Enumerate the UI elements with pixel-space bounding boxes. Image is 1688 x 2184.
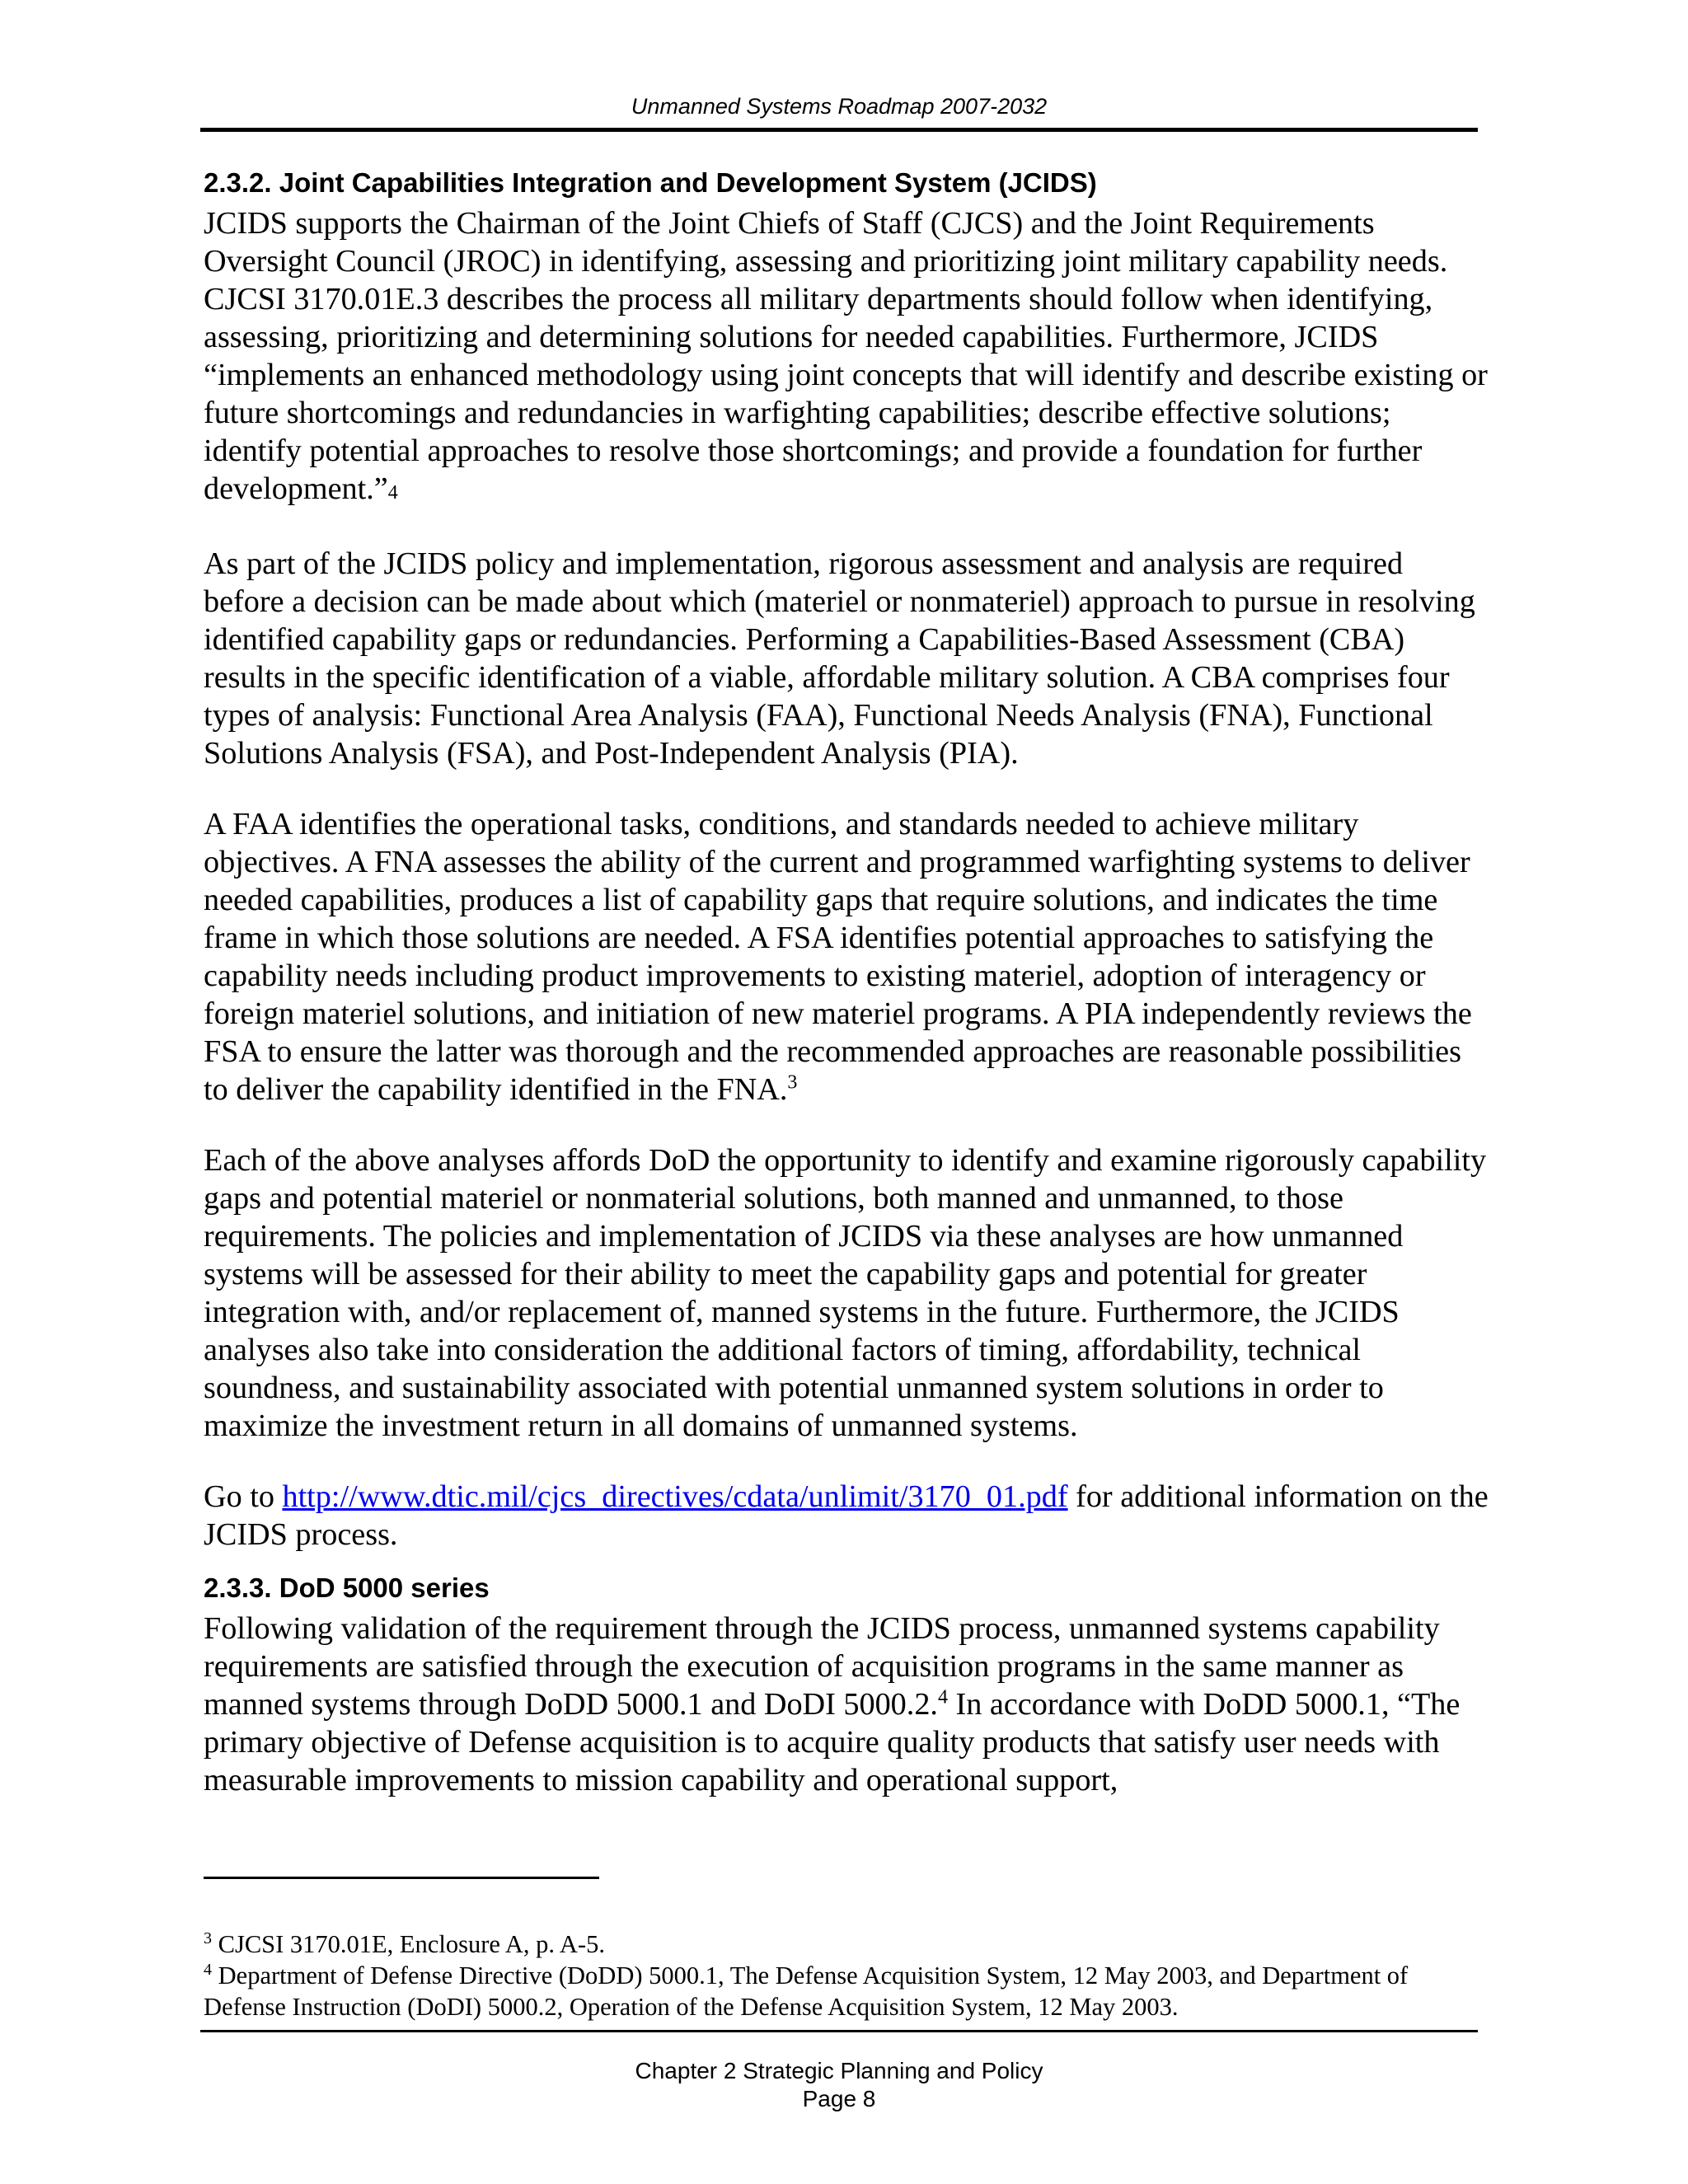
footer-rule xyxy=(200,2030,1478,2032)
footnote-3 xyxy=(204,1929,1489,1960)
paragraph-more-info xyxy=(204,1478,1489,1554)
footnote-ref[interactable]: 3 xyxy=(787,1071,798,1094)
page-body xyxy=(204,165,1489,1832)
page-number: Page 8 xyxy=(802,2086,876,2111)
paragraph-text: A FAA identifies the operational tasks, conditions, and standards needed to achieve military objectives. A FNA assesses the ability of the current and programmed warfighting systems to deliver needed capabilities, produces a list of capability gaps that require solutions, and indicates the time frame in which those solutions are needed. A FSA identifies potential approaches to satisfying the capability needs including product improvements to existing materiel, adoption of interagency or foreign materiel solutions, and initiation of new materiel programs. A PIA independently reviews the FSA to ensure the latter was thorough and the recommended approaches are reasonable possibilities to deliver the capability identified in the FNA. xyxy=(204,807,1472,1107)
paragraph-text: In accordance with DoDD 5000.1, “The primary objective of Defense acquisition is to acquire quality products that satisfy user needs with measurable improvements to mission capability and operational support, xyxy=(204,1687,1461,1797)
header-rule xyxy=(200,128,1478,132)
footnote-ref[interactable]: 4 xyxy=(387,482,398,504)
paragraph-cba: As part of the JCIDS policy and implementation, rigorous assessment and analysis are required before a decision can be made about which (materiel or nonmateriel) approach to pursue in resolving identified capability gaps or redundancies. Performing a Capabilities-Based Assessment (CBA) results in the specific identification of a viable, affordable military solution. A CBA comprises four types of analysis: Functional Area Analysis (FAA), Functional Needs Analysis (FNA), Functional Solutions Analysis (FSA), and Post-Independent Analysis (PIA). xyxy=(204,546,1475,771)
footnote-separator xyxy=(204,1877,599,1879)
paragraph-text: Go to xyxy=(204,1479,283,1514)
paragraph-dod-5000 xyxy=(204,1610,1489,1799)
running-header: Unmanned Systems Roadmap 2007-2032 xyxy=(631,94,1048,119)
footnotes xyxy=(204,1929,1489,2022)
paragraph-jcids-intro xyxy=(204,204,1489,512)
paragraph-text: Following validation of the requirement through the JCIDS process, unmanned systems capability requirements are satisfied through the execution of acquisition programs in the same manner as manned systems through DoDD 5000.1 and DoDI 5000.2. xyxy=(204,1611,1440,1722)
footnote-number: 4 xyxy=(204,1960,212,1979)
section-heading-2-3-3: 2.3.3. DoD 5000 series xyxy=(204,1572,490,1603)
section-heading-2-3-2: 2.3.2. Joint Capabilities Integration and Development System (JCIDS) xyxy=(204,167,1097,198)
footnote-number: 3 xyxy=(204,1929,212,1947)
cjcs-directive-link[interactable]: http://www.dtic.mil/cjcs_directives/cdata/unlimit/3170_01.pdf xyxy=(282,1479,1068,1514)
footnote-text: CJCSI 3170.01E, Enclosure A, p. A-5. xyxy=(212,1930,605,1958)
paragraph-text: JCIDS supports the Chairman of the Joint Chiefs of Staff (CJCS) and the Joint Requirements Oversight Council (JROC) in identifying, assessing and prioritizing joint military capability needs. CJCSI 3170.01E.3 describes the process all military departments should follow when identifying, assessing, prioritizing and determining solutions for needed capabilities. Furthermore, JCIDS “implements an enhanced methodology using joint concepts that will identify and describe existing or future shortcomings and redundancies in warfighting capabilities; describe effective solutions; identify potential approaches to resolve those shortcomings; and provide a foundation for further development.” xyxy=(204,206,1488,506)
footnote-text: Department of Defense Directive (DoDD) 5000.1, The Defense Acquisition System, 12 May 2003, and Department of Defense Instruction (DoDI) 5000.2, Operation of the Defense Acquisition System, 12 May 2003. xyxy=(204,1961,1409,2021)
paragraph-analyses xyxy=(204,805,1489,1108)
footnote-ref[interactable]: 4 xyxy=(937,1686,948,1708)
chapter-title: Chapter 2 Strategic Planning and Policy xyxy=(635,2058,1043,2083)
footnote-4 xyxy=(204,1960,1489,2022)
page-footer xyxy=(200,2057,1478,2113)
paragraph-dod-opportunity: Each of the above analyses affords DoD the opportunity to identify and examine rigorously capability gaps and potential materiel or nonmaterial solutions, both manned and unmanned, to those requirements. The policies and implementation of JCIDS via these analyses are how unmanned systems will be assessed for their ability to meet the capability gaps and potential for greater integration with, and/or replacement of, manned systems in the future. Furthermore, the JCIDS analyses also take into consideration the additional factors of timing, affordability, technical soundness, and sustainability associated with potential unmanned system solutions in order to maximize the investment return in all domains of unmanned systems. xyxy=(204,1143,1487,1443)
paragraph-text: for additional information on the JCIDS process. xyxy=(204,1479,1489,1552)
